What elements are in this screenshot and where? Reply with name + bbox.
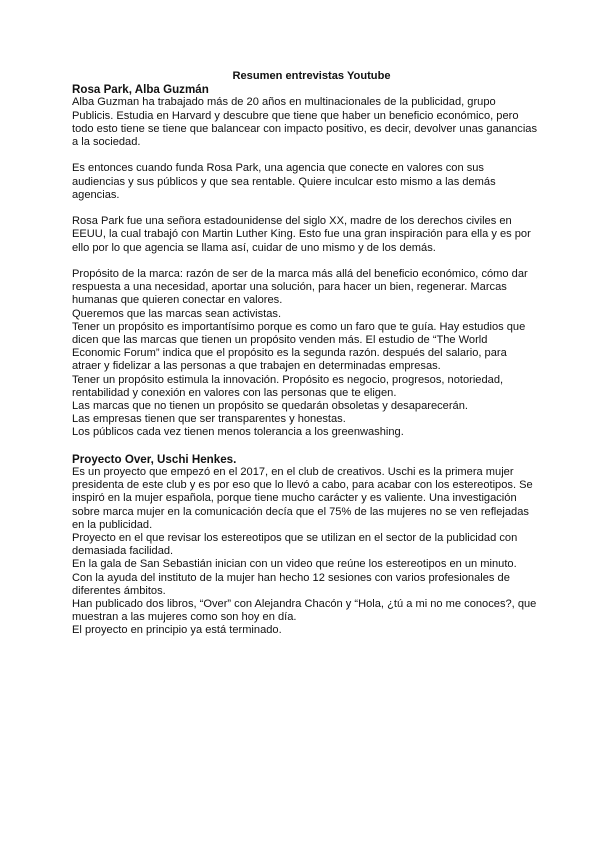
section-body-rosa-park [72, 96, 537, 439]
paragraph: Tener un propósito es importantísimo porque es como un faro que te guía. Hay estudios que dicen que las marcas que tienen un propósito venden más. El estudio de “The World Economic Forum” indica que el propósito es la segunda razón. después del salario, para atraer y fidelizar a las personas a que trabajen en determinadas empresas. [72, 320, 526, 373]
document-page [72, 70, 537, 638]
paragraph: Las empresas tienen que ser transparentes y honestas. [72, 413, 346, 426]
paragraph: Alba Guzman ha trabajado más de 20 años en multinacionales de la publicidad, grupo Publicis. Estudia en Harvard y descubre que tiene que haber un beneficio económico, pero todo esto tiene se tiene que balancear con impacto positivo, es decir, devolver unas ganancias a la sociedad. [72, 96, 538, 149]
paragraph: Es un proyecto que empezó en el 2017, en el club de creativos. Uschi es la primera mujer presidenta de este club y es por eso que lo llevó a cabo, para acabar con los estereotipos. Se inspiró en la mujer española, porque tiene mucho carácter y es valiente. Una investigación sobre marca mujer en la comunicación decía que el 75% de las mujeres no se ven reflejadas en la publicidad. [72, 466, 533, 531]
section-heading-rosa-park: Rosa Park, Alba Guzmán [72, 83, 209, 97]
paragraph: Rosa Park fue una señora estadounidense del siglo XX, madre de los derechos civiles en EEUU, la cual trabajó con Martin Luther King. Esto fue una gran inspiración para ella y es por ello por lo que agencia se llama así, cuidar de uno mismo y de los demás. [72, 215, 531, 254]
paragraph: Proyecto en el que revisar los estereotipos que se utilizan en el sector de la publicidad con demasiada facilidad. [72, 532, 518, 558]
blank-line [72, 440, 537, 453]
paragraph: Los públicos cada vez tienen menos tolerancia a los greenwashing. [72, 426, 404, 439]
blank-line [72, 202, 537, 215]
paragraph: Tener un propósito estimula la innovación. Propósito es negocio, progresos, notoriedad, rentabilidad y conexión en valores con las personas que te eligen. [72, 373, 504, 399]
paragraph: El proyecto en principio ya está terminado. [72, 624, 282, 637]
paragraph: En la gala de San Sebastián inician con un video que reúne los estereotipos en un minuto. [72, 558, 517, 571]
paragraph: Propósito de la marca: razón de ser de la marca más allá del beneficio económico, cómo dar respuesta a una necesidad, aportar una solución, para hacer un bien, regenerar. Marcas humanas que quieren conectar en valores. [72, 268, 528, 307]
paragraph: Queremos que las marcas sean activistas. [72, 307, 282, 320]
paragraph: Han publicado dos libros, “Over” con Alejandra Chacón y “Hola, ¿tú a mi no me conoces?, que muestran a las mujeres como son hoy en día. [72, 598, 537, 624]
section-body-proyecto-over [72, 466, 537, 638]
blank-line [72, 149, 537, 162]
blank-line [72, 255, 537, 268]
section-heading-proyecto-over: Proyecto Over, Uschi Henkes. [72, 452, 237, 466]
document-title: Resumen entrevistas Youtube [232, 70, 391, 82]
paragraph: Con la ayuda del instituto de la mujer han hecho 12 sesiones con varios profesionales de diferentes ámbitos. [72, 571, 510, 597]
paragraph: Es entonces cuando funda Rosa Park, una agencia que conecte en valores con sus audiencias y sus públicos y que sea rentable. Quiere inculcar esto mismo a las demás agencias. [72, 162, 496, 201]
paragraph: Las marcas que no tienen un propósito se quedarán obsoletas y desaparecerán. [72, 400, 468, 413]
